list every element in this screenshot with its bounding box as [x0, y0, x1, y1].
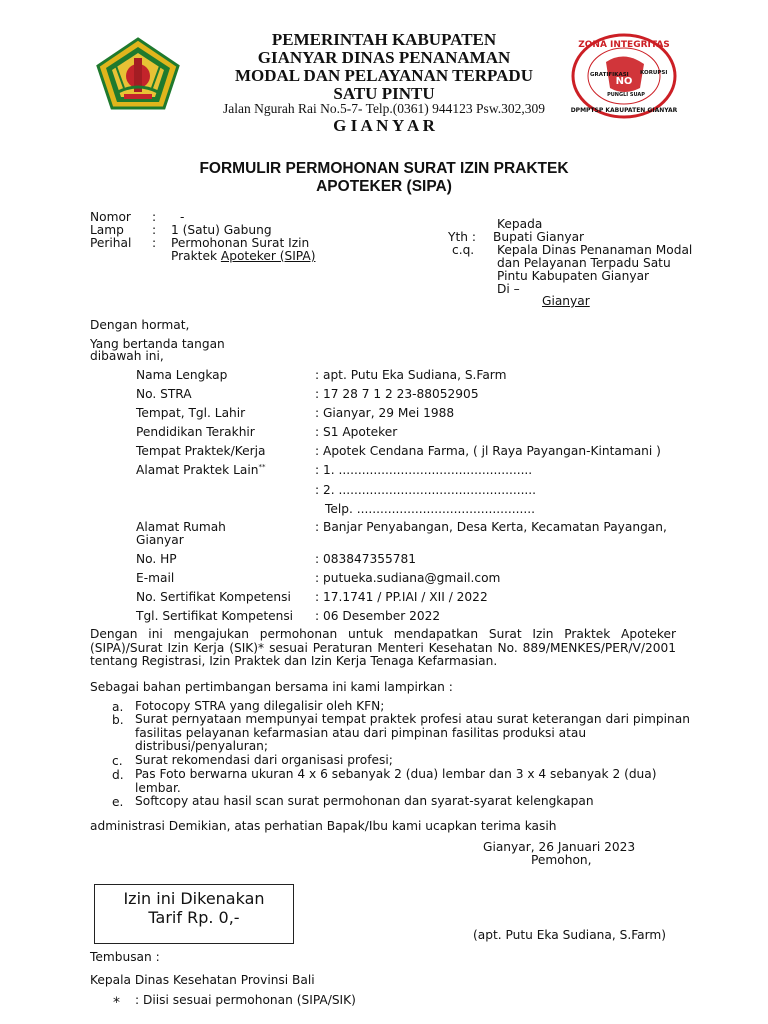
fee-box — [94, 884, 294, 944]
closing-text: administrasi Demikian, atas perhatian Bapak/Ibu kami ucapkan terima kasih — [90, 819, 557, 833]
form-title-line-2: APOTEKER (SIPA) — [316, 178, 452, 195]
cq-line-1: Kepala Dinas Penanaman Modal — [497, 243, 693, 257]
list-item: Pas Foto berwarna ukuran 4 x 6 sebanyak 2 (dua) lembar dan 3 x 4 sebanyak 2 (dua) lembar. — [135, 767, 657, 795]
fee-box-line-1: Izin ini Dikenakan — [123, 889, 265, 908]
yth-label: Yth : — [448, 230, 476, 244]
request-paragraph: Dengan ini mengajukan permohonan untuk mendapatkan Surat Izin Praktek Apoteker (SIPA)/Surat Izin Kerja (SIK)* sesuai Peraturan Menteri Kesehatan No. 889/MENKES/PER/V/2001 tentang Registrasi, Izin Praktek dan Izin Kerja Tenaga Kefarmasian. — [90, 627, 676, 668]
yth-value: Bupati Gianyar — [493, 230, 585, 244]
field-praktek-lain-telp: Telp. .............................................. — [325, 502, 535, 516]
svg-text:KORUPSI: KORUPSI — [640, 70, 668, 76]
fee-box-line-2: Tarif Rp. 0,- — [148, 908, 240, 927]
lamp-value: 1 (Satu) Gabung — [171, 223, 272, 237]
header-line-4: SATU PINTU — [333, 84, 435, 103]
nomor-label: Nomor — [90, 210, 131, 224]
footnote-marker: * — [113, 995, 120, 1011]
field-tgl-sertifikat-label: Tgl. Sertifikat Kompetensi — [136, 609, 294, 623]
list-item: Surat rekomendasi dari organisasi profesi; — [135, 753, 393, 767]
signature-role: Pemohon, — [531, 853, 592, 867]
field-praktek-label: Tempat Praktek/Kerja — [136, 444, 266, 458]
list-item-marker: c. — [112, 754, 123, 768]
attachments-intro: Sebagai bahan pertimbangan bersama ini kami lampirkan : — [90, 680, 453, 694]
di-label: Di – — [497, 282, 520, 296]
zona-integritas-seal-icon — [570, 32, 678, 120]
kepada-label: Kepada — [497, 217, 543, 231]
footnote-text: : Diisi sesuai permohonan (SIPA/SIK) — [135, 993, 356, 1007]
field-pendidikan-label: Pendidikan Terakhir — [136, 425, 255, 439]
header-line-3: MODAL DAN PELAYANAN TERPADU — [234, 66, 533, 85]
svg-text:GRATIFIKASI: GRATIFIKASI — [590, 72, 629, 78]
field-ttl-label: Tempat, Tgl. Lahir — [136, 406, 246, 420]
svg-text:ZONA INTEGRITAS: ZONA INTEGRITAS — [578, 40, 670, 50]
field-nama-label: Nama Lengkap — [136, 368, 228, 382]
intro-line-1: Yang bertanda tangan — [90, 337, 225, 351]
list-item: Fotocopy STRA yang dilegalisir oleh KFN; — [135, 699, 385, 713]
field-rumah-label-2: Gianyar — [136, 533, 184, 547]
nomor-value: - — [180, 210, 185, 224]
tembusan-item: Kepala Dinas Kesehatan Provinsi Bali — [90, 973, 315, 987]
field-sertifikat-label: No. Sertifikat Kompetensi — [136, 590, 291, 604]
list-item-marker: b. — [112, 713, 124, 727]
intro-line-2: dibawah ini, — [90, 349, 164, 363]
lamp-colon: : — [152, 223, 157, 237]
svg-text:NO: NO — [615, 76, 633, 87]
header-city: G I A N Y A R — [333, 116, 435, 135]
perihal-label: Perihal — [90, 236, 132, 250]
list-item-marker: a. — [112, 700, 124, 714]
field-rumah-value: : Banjar Penyabangan, Desa Kerta, Kecamatan Payangan, — [315, 520, 667, 534]
tembusan-label: Tembusan : — [90, 950, 160, 964]
perihal-value-1: Permohonan Surat Izin — [171, 236, 310, 250]
field-hp-value: : 083847355781 — [315, 552, 417, 566]
field-email-label: E-mail — [136, 571, 175, 585]
perihal-value-2: Praktek Apoteker (SIPA) — [171, 249, 316, 263]
form-title-line-1: FORMULIR PERMOHONAN SURAT IZIN PRAKTEK — [199, 160, 569, 177]
svg-text:PUNGLI SUAP: PUNGLI SUAP — [607, 92, 645, 98]
header-line-1: PEMERINTAH KABUPATEN — [271, 30, 497, 49]
field-stra-label: No. STRA — [136, 387, 192, 401]
field-praktek-lain-label: Alamat Praktek Lain** — [136, 463, 266, 478]
list-item-marker: e. — [112, 795, 124, 809]
cq-line-2: dan Pelayanan Terpadu Satu — [497, 256, 671, 270]
field-rumah-label-1: Alamat Rumah — [136, 520, 226, 534]
field-tgl-sertifikat-value: : 06 Desember 2022 — [315, 609, 441, 623]
field-praktek-value: : Apotek Cendana Farma, ( jl Raya Payangan-Kintamani ) — [315, 444, 661, 458]
field-praktek-lain-value-1: : 1. .................................................. — [315, 463, 533, 477]
field-sertifikat-value: : 17.1741 / PP.IAI / XII / 2022 — [315, 590, 488, 604]
list-item: Softcopy atau hasil scan surat permohonan dan syarat-syarat kelengkapan — [135, 794, 594, 808]
field-pendidikan-value: : S1 Apoteker — [315, 425, 398, 439]
cq-label: c.q. — [452, 243, 475, 257]
field-stra-value: : 17 28 7 1 2 23-88052905 — [315, 387, 479, 401]
signature-name: (apt. Putu Eka Sudiana, S.Farm) — [473, 928, 666, 942]
field-hp-label: No. HP — [136, 552, 177, 566]
field-nama-value: : apt. Putu Eka Sudiana, S.Farm — [315, 368, 507, 382]
svg-text:DPMPTSP KABUPATEN GIANYAR: DPMPTSP KABUPATEN GIANYAR — [570, 107, 678, 114]
list-item: Surat pernyataan mempunyai tempat praktek profesi atau surat keterangan dari pimpinan fasilitas pelayanan kefarmasian atau dari pimpinan fasilitas produksi atau distribusi/penyaluran; — [135, 712, 690, 753]
recipient-place: Gianyar — [542, 294, 590, 308]
field-praktek-lain-value-2: : 2. ................................................... — [315, 483, 537, 497]
header-line-2: GIANYAR DINAS PENANAMAN — [257, 48, 511, 67]
lamp-label: Lamp — [90, 223, 124, 237]
field-email-value: : putueka.sudiana@gmail.com — [315, 571, 501, 585]
salutation: Dengan hormat, — [90, 318, 190, 332]
field-ttl-value: : Gianyar, 29 Mei 1988 — [315, 406, 455, 420]
signature-place-date: Gianyar, 26 Januari 2023 — [483, 840, 636, 854]
list-item-marker: d. — [112, 768, 124, 782]
nomor-colon: : — [152, 210, 157, 224]
perihal-colon: : — [152, 236, 157, 250]
header-address: Jalan Ngurah Rai No.5-7- Telp.(0361) 944123 Psw.302,309 — [223, 101, 545, 116]
cq-line-3: Pintu Kabupaten Gianyar — [497, 269, 650, 283]
